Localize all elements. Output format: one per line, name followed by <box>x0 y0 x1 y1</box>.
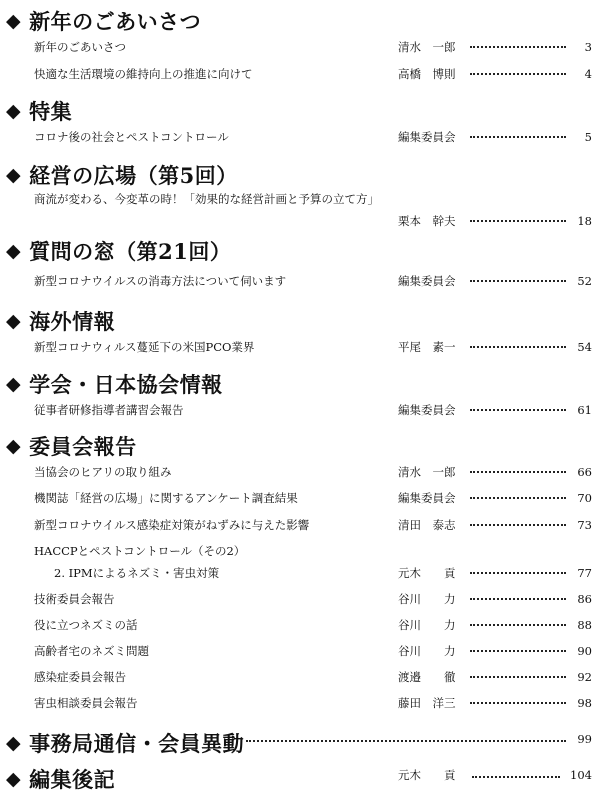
dot-leader <box>470 136 566 138</box>
diamond-bullet-icon: ◆ <box>6 10 22 32</box>
entry-author: 清水 一郎 <box>398 465 456 479</box>
entry-title: 快適な生活環境の維持向上の推進に向けて <box>34 67 253 81</box>
dot-leader <box>470 497 566 499</box>
entry-author: 編集委員会 <box>398 403 456 417</box>
entry-page: 70 <box>577 491 592 505</box>
entry-title: コロナ後の社会とペストコントロール <box>34 130 229 144</box>
entry-author: 元木 貢 <box>398 768 456 782</box>
diamond-bullet-icon: ◆ <box>6 768 22 790</box>
section-heading <box>6 728 244 758</box>
dot-leader <box>470 702 566 704</box>
toc-entry[interactable] <box>34 272 592 290</box>
entry-author: 編集委員会 <box>398 491 456 505</box>
entry-title: 新型コロナウィルス蔓延下の米国PCO業界 <box>34 340 255 354</box>
section-heading <box>6 431 137 461</box>
toc-entry[interactable] <box>34 694 592 712</box>
entry-title: 感染症委員会報告 <box>34 670 126 684</box>
entry-author: 谷川 力 <box>398 644 456 658</box>
entry-page: 92 <box>577 670 592 684</box>
dot-leader <box>470 220 566 222</box>
entry-title[interactable]: 商流が変わる、今変革の時！「効果的な経営計画と予算の立て方」 <box>34 192 379 206</box>
section-heading <box>6 160 238 190</box>
entry-page: 5 <box>584 130 592 144</box>
entry-title: 害虫相談委員会報告 <box>34 696 138 710</box>
dot-leader <box>470 280 566 282</box>
section-heading <box>6 96 72 126</box>
entry-page: 3 <box>584 40 592 54</box>
entry-author: 藤田 洋三 <box>398 696 456 710</box>
section-heading <box>6 764 115 794</box>
entry-page: 4 <box>584 67 592 81</box>
entry-page: 73 <box>577 518 592 532</box>
entry-title: 役に立つネズミの話 <box>34 618 138 632</box>
toc-entry[interactable] <box>34 401 592 419</box>
toc-entry[interactable] <box>34 463 592 481</box>
dot-leader <box>470 73 566 75</box>
toc-entry[interactable] <box>34 212 592 230</box>
entry-author: 谷川 力 <box>398 592 456 606</box>
section-editors-note[interactable] <box>6 764 592 792</box>
diamond-bullet-icon: ◆ <box>6 240 22 262</box>
dot-leader <box>470 471 566 473</box>
entry-page: 99 <box>577 732 592 746</box>
entry-page: 98 <box>577 696 592 710</box>
entry-title: 技術委員会報告 <box>34 592 115 606</box>
dot-leader <box>470 524 566 526</box>
entry-page: 104 <box>570 768 592 782</box>
section-heading <box>6 6 201 36</box>
section-title: 経営の広場（第5回） <box>29 163 238 188</box>
entry-title: 高齢者宅のネズミ問題 <box>34 644 149 658</box>
section-title: 委員会報告 <box>29 434 137 459</box>
entry-author: 渡邉 徹 <box>398 670 456 684</box>
entry-page: 61 <box>577 403 592 417</box>
dot-leader <box>470 676 566 678</box>
entry-page: 90 <box>577 644 592 658</box>
section-title: 特集 <box>29 99 73 124</box>
entry-title: 新型コロナウイルス感染症対策がねずみに与えた影響 <box>34 518 310 532</box>
entry-author: 谷川 力 <box>398 618 456 632</box>
toc-entry[interactable] <box>34 564 592 582</box>
dot-leader <box>470 46 566 48</box>
toc-entry[interactable] <box>34 590 592 608</box>
entry-page: 77 <box>577 566 592 580</box>
diamond-bullet-icon: ◆ <box>6 310 22 332</box>
dot-leader <box>246 740 566 742</box>
entry-page: 52 <box>577 274 592 288</box>
section-title: 学会・日本協会情報 <box>29 372 223 397</box>
section-title: 海外情報 <box>29 309 116 334</box>
entry-subtitle: 2. IPMによるネズミ・害虫対策 <box>54 566 220 580</box>
toc-entry[interactable] <box>34 616 592 634</box>
toc-entry[interactable] <box>34 516 592 534</box>
diamond-bullet-icon: ◆ <box>6 100 22 122</box>
entry-page: 66 <box>577 465 592 479</box>
toc-entry[interactable] <box>34 489 592 507</box>
entry-title: 新年のごあいさつ <box>34 40 126 54</box>
entry-page: 54 <box>577 340 592 354</box>
diamond-bullet-icon: ◆ <box>6 373 22 395</box>
dot-leader <box>472 776 560 778</box>
dot-leader <box>470 409 566 411</box>
entry-author: 平尾 素一 <box>398 340 456 354</box>
dot-leader <box>470 650 566 652</box>
dot-leader <box>470 598 566 600</box>
entry-title: 機関誌「経営の広場」に関するアンケート調査結果 <box>34 491 298 505</box>
toc-entry[interactable] <box>34 642 592 660</box>
section-title: 事務局通信・会員異動 <box>29 731 245 756</box>
entry-title[interactable]: HACCPとペストコントロール（その2） <box>34 544 246 558</box>
entry-page: 18 <box>577 214 592 228</box>
toc-entry[interactable] <box>34 128 592 146</box>
section-heading <box>6 369 223 399</box>
entry-title: 従事者研修指導者講習会報告 <box>34 403 184 417</box>
toc-entry[interactable] <box>34 338 592 356</box>
entry-page: 86 <box>577 592 592 606</box>
entry-author: 清水 一郎 <box>398 40 456 54</box>
entry-title: 新型コロナウイルスの消毒方法について伺います <box>34 274 287 288</box>
diamond-bullet-icon: ◆ <box>6 732 22 754</box>
entry-author: 元木 貢 <box>398 566 456 580</box>
entry-author: 編集委員会 <box>398 274 456 288</box>
diamond-bullet-icon: ◆ <box>6 435 22 457</box>
entry-author: 清田 泰志 <box>398 518 456 532</box>
section-secretariat-news[interactable] <box>6 728 592 756</box>
entry-title: 当協会のヒアリの取り組み <box>34 465 172 479</box>
section-heading <box>6 306 115 336</box>
entry-author: 高橋 博則 <box>398 67 456 81</box>
toc-entry[interactable] <box>34 65 592 83</box>
section-title: 新年のごあいさつ <box>29 9 202 34</box>
section-title: 編集後記 <box>29 767 116 792</box>
entry-author: 編集委員会 <box>398 130 456 144</box>
section-heading <box>6 236 231 266</box>
dot-leader <box>470 346 566 348</box>
entry-page: 88 <box>577 618 592 632</box>
dot-leader <box>470 572 566 574</box>
toc-entry[interactable] <box>34 668 592 686</box>
section-title: 質問の窓（第21回） <box>29 239 232 264</box>
toc-entry[interactable] <box>34 38 592 56</box>
entry-author: 栗本 幹夫 <box>398 214 456 228</box>
diamond-bullet-icon: ◆ <box>6 164 22 186</box>
dot-leader <box>470 624 566 626</box>
